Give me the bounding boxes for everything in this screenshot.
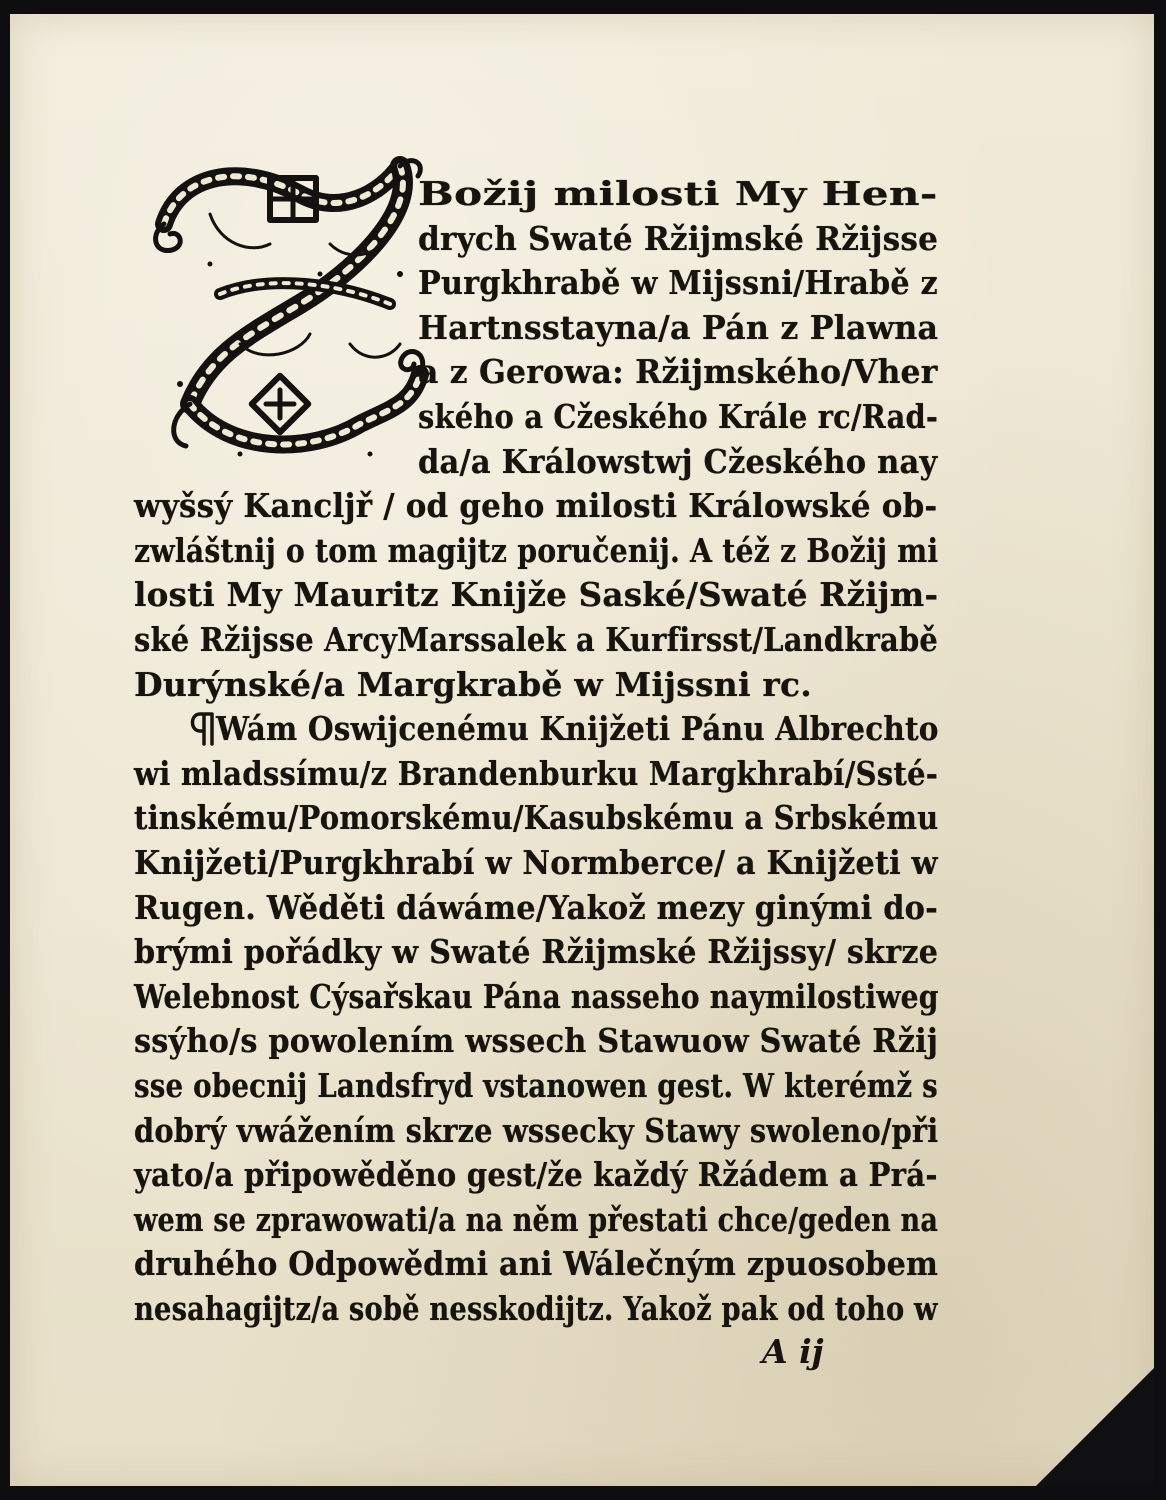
- text-line: Welebnost Cýsařskau Pána nasseho naymilostiweg: [134, 976, 939, 1016]
- pilcrow-icon: [186, 711, 220, 747]
- text-line: ského a Cžeského Krále rc/Rad-: [418, 397, 939, 436]
- text-line: yato/a připowěděno gest/že každý Ržádem a Prá-: [134, 1155, 938, 1195]
- text-line: a z Gerowa: Ržijmského/Vher: [418, 352, 938, 392]
- text-line: Rugen. Wěděti dáwáme/Yakož mezy ginými do-: [134, 887, 939, 927]
- text-line: druhého Odpowědmi ani Wálečným zpuosobem: [134, 1244, 939, 1284]
- text-line: drych Swaté Ržijmské Ržijsse: [418, 218, 939, 258]
- torn-corner: [1036, 1368, 1154, 1486]
- text-line: Božij milosti My Hen-: [418, 174, 938, 213]
- decorated-initial-z-icon: [150, 154, 430, 474]
- text-line: ské Ržijsse ArcyMarssalek a Kurfirsst/Landkrabě: [134, 620, 939, 659]
- text-line: Wám Oswijcenému Knijžeti Pánu Albrechto: [216, 709, 939, 749]
- text-line: zwláštnij o tom magijtz poručenij. A též z Božij mi: [134, 530, 939, 570]
- text-line: ssýho/s powolením wssech Stawuow Swaté Ržij: [134, 1021, 939, 1061]
- text-line: wem se zprawowati/a na něm přestati chce/geden na: [134, 1199, 939, 1239]
- signature-mark: A ij: [762, 1331, 824, 1371]
- text-line: da/a Králowstwj Cžeského nay: [418, 441, 938, 481]
- text-line: dobrý vwážením skrze wssecky Stawy swoleno/při: [134, 1110, 939, 1150]
- paper-sheet: [10, 14, 1154, 1486]
- text-line: wyšsý Kancljř / od geho milosti Králowské ob-: [134, 486, 938, 526]
- text-line: brými pořádky w Swaté Ržijmské Ržijssy/ skrze: [134, 932, 939, 972]
- text-line: Durýnské/a Margkrabě w Mijssni rc.: [134, 664, 812, 704]
- text-line: wi mladssímu/z Brandenburku Margkhrabí/Ssté-: [134, 753, 939, 793]
- text-line: nesahagijtz/a sobě nesskodijtz. Yakož pak od toho w: [134, 1289, 938, 1328]
- text-line: Purgkhrabě w Mijssni/Hrabě z: [418, 263, 938, 303]
- text-line: sse obecnij Landsfryd vstanowen gest. W kterémž s: [134, 1066, 938, 1105]
- text-line: tinskému/Pomorskému/Kasubskému a Srbskému: [134, 798, 939, 838]
- text-line: Knijžeti/Purgkhrabí w Normberce/ a Knijžeti w: [134, 843, 938, 882]
- text-line: Hartnsstayna/a Pán z Plawna: [418, 307, 939, 347]
- text-line: losti My Mauritz Knijže Saské/Swaté Ržijm-: [134, 575, 939, 615]
